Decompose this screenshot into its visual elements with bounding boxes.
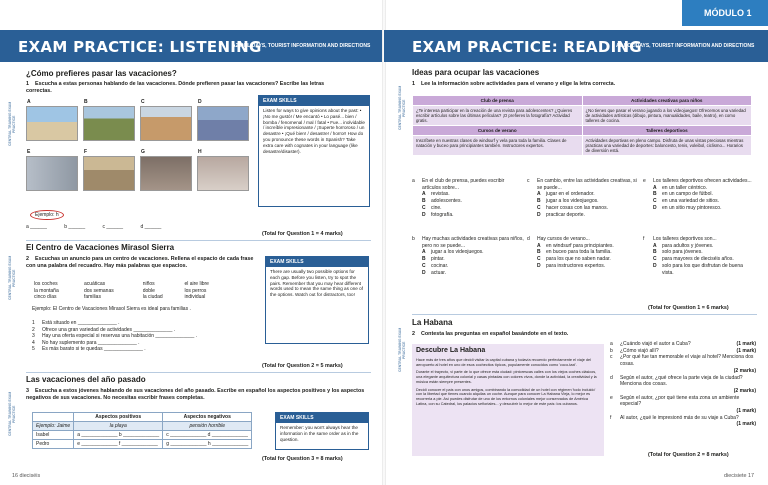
- mc-option[interactable]: B adolescentes.: [422, 198, 462, 205]
- open-question: e Según el autor, ¿por qué tiene esta zona un ambiente especial?: [610, 394, 740, 408]
- side-label: CENTRAL TRAINING EXAM PRACTICE: [398, 85, 406, 131]
- page-subtitle: A2 HOLIDAYS, TOURIST INFORMATION AND DIRECTIONS: [232, 43, 371, 49]
- task-instruction: 3 Escucha a estos jóvenes hablando de sus vacaciones del año pasado. Escribe en español los aspectos positivos y los aspectos negativos de sus vacaciones. No necesitas escribir frases completas.: [26, 388, 365, 401]
- word-box: [32, 281, 232, 301]
- image-option: D: [197, 99, 249, 141]
- article-box: [412, 344, 604, 456]
- answer-cell[interactable]: g _____________ h _____________: [163, 440, 252, 449]
- mc-option[interactable]: C hacer cosas con las manos.: [537, 204, 608, 211]
- word-option: doble: [142, 287, 155, 294]
- image-option: C: [140, 99, 192, 141]
- question-item: 3 Hay una oferta especial si reservas una habitación ______________ .: [32, 333, 198, 340]
- box-text: ¿Te interesa participar en la creación de una revista para adolescentes? ¿Quieres escribir artículos sobre las últimas películas? ¡O prefieres la fotografía? Actividad gratis.: [413, 106, 583, 126]
- box-text: Actividades deportivas en pleno campo. Disfruta de unas vistas preciosas mientras practicas una variedad de deportes: baloncesto, tenis, voleibol, ciclismo... Horarios de diversión está.: [582, 136, 752, 156]
- divider: [26, 372, 371, 373]
- question-item: 5 Es más barato si te quedas ______________ .: [32, 346, 146, 353]
- image-option: F: [83, 149, 135, 191]
- box-text: Inscríbete en nuestras clases de windsurf y vela para toda la familia. Clases de natación y buceo para principiantes también. Instructores expertos.: [413, 136, 583, 156]
- table-row: Isabel a _____________ b _____________ c _____________ d _____________: [33, 431, 252, 440]
- mc-question: d Hay cursos de verano... A en windsurf para principiantes. B en buceo para toda la familia. C para los que no saben nadar. D para instructores expertos.: [527, 236, 639, 270]
- word-option: niños: [142, 281, 155, 287]
- photo-street: [83, 156, 135, 191]
- question-total: (Total for Question 1 = 6 marks): [648, 305, 729, 311]
- task-number: 2: [26, 256, 29, 262]
- side-label: CENTRAL TRAINING EXAM PRACTICE: [8, 101, 16, 147]
- box-title: Club de prensa: [413, 96, 583, 106]
- exam-skills-title: EXAM SKILLS: [276, 413, 368, 423]
- task-instruction: 1 Escucha a estas personas hablando de las vacaciones. Dónde prefieren pasar las vacaciones? Escribe las letras correctas.: [26, 81, 325, 94]
- answer-blanks: [26, 224, 177, 230]
- side-label: CENTRAL TRAINING EXAM PRACTICE: [8, 255, 16, 301]
- word-option: los perros: [184, 287, 207, 294]
- word-option: familias: [84, 294, 101, 301]
- word-option: dos semanas: [84, 287, 114, 294]
- table-header-negative: Aspectos negativos: [163, 413, 252, 422]
- question-item: 4 No hay suplemento para ______________ .: [32, 339, 140, 346]
- mc-option[interactable]: D en un sitio muy pintoresco.: [653, 204, 722, 211]
- module-tab: MÓDULO 1: [682, 0, 768, 26]
- mc-option[interactable]: B en un campo de fútbol.: [653, 191, 713, 198]
- mc-option[interactable]: A para adultos y jóvenes.: [653, 242, 714, 249]
- mc-option[interactable]: C cocinar.: [422, 262, 449, 269]
- exam-skills-text: There are usually two possible options for each gap. Before you listen, try to spot the pairs. Remember that you may hear different words used to mean the same thing as one of the options. Watch out for distractors, too!: [270, 269, 363, 298]
- image-option: E: [26, 149, 78, 191]
- mc-option[interactable]: C cine.: [422, 204, 442, 211]
- answer-cell[interactable]: e _____________ f _____________: [74, 440, 163, 449]
- open-question: c ¿Por qué fue tan memorable el viaje al hotel? Menciona dos cosas.: [610, 354, 754, 368]
- mc-option[interactable]: D solo para los que disfrutan de buena vista.: [653, 262, 743, 276]
- question-list: [32, 320, 262, 353]
- photo-architecture: [197, 156, 249, 191]
- table-row: Ejemplo: Jaime la playa pensión horrible: [33, 422, 252, 431]
- mc-option[interactable]: B jugar a los videojuegos.: [537, 198, 599, 205]
- answer-blank[interactable]: a ______: [26, 224, 47, 230]
- mc-option[interactable]: A jugar a los videojuegos.: [422, 249, 484, 256]
- question-item: 2 Ofrece una gran variedad de actividades ______________ .: [32, 326, 176, 333]
- article-paragraph: Durante el trayecto, vi parte de lo que ofrece esta ciudad: pintorescas calles con los viejos coches clásicos, una elegante arquitectura colonial y casas pintadas con colores vivos, donde la actividad, la creatividad y la música están siempre presentes.: [416, 370, 597, 384]
- example-answer: Ejemplo: h: [30, 210, 64, 220]
- word-option: individual: [184, 294, 206, 301]
- mc-option[interactable]: D para instructores expertos.: [537, 262, 606, 269]
- section-heading: ¿Cómo prefieres pasar las vacaciones?: [26, 69, 177, 78]
- mc-question: e Los talleres deportivos ofrecen actividades... A en un taller céntrico. B en un campo de fútbol. C en una variedad de sitios. D en un sitio muy pintoresco.: [643, 178, 755, 212]
- image-option: H: [197, 149, 249, 191]
- box-text: ¿No tienes que pasar el verano jugando a los videojuegos! Ofrecemos una variedad de actividades artísticas (dibujo, pintura, manualidades, baile, teatro), en como talleres de cocina.: [582, 106, 752, 126]
- answer-cell[interactable]: c _____________ d _____________: [163, 431, 252, 440]
- photo-skyscrapers: [26, 156, 78, 191]
- exam-skills-box: [265, 256, 369, 344]
- page-title: EXAM PRACTICE: READING: [412, 38, 642, 56]
- exam-skills-box: [275, 412, 369, 450]
- task-number: 1: [26, 81, 29, 87]
- word-option: acuáticas: [84, 281, 106, 287]
- answer-cell[interactable]: a _____________ b _____________: [74, 431, 163, 440]
- question-item: 1 Está situado en ______________ .: [32, 320, 120, 326]
- image-grid: [26, 99, 251, 195]
- page-subtitle: A2 HOLIDAYS, TOURIST INFORMATION AND DIRECTIONS: [616, 43, 755, 49]
- task-instruction: 2 Escuchas un anuncio para un centro de vacaciones. Rellena el espacio de cada frase con una palabra del recuadro. Hay más palabras que espacios.: [26, 256, 254, 269]
- mc-question: a En el club de prensa, puedes escribir artículos sobre... A revistas. B adolescentes. C cine. D fotografía.: [412, 178, 524, 218]
- mc-option[interactable]: C para los que no saben nadar.: [537, 256, 611, 263]
- section-heading: Ideas para ocupar las vacaciones: [412, 68, 540, 77]
- box-title: Actividades creativas para niños: [582, 96, 752, 106]
- article-paragraph: Decidí conocer el país con unos amigos, combinando la comodidad de un hotel con régimen 'todo incluido' con la libertad que tienes cuando alquilas un coche. Aunque para conocer La Habana Vieja, lo mejor es recorrerla a pie. Así puedes disfrutar de uno de los entornos coloniales mejor conservados de América Latina, con su Catedral, los palacios señoriales... y descubrir lo mejor de este país: los cubanos.: [416, 387, 596, 406]
- mc-option[interactable]: A en un taller céntrico.: [653, 184, 708, 191]
- word-option: cinco días: [34, 294, 57, 301]
- question-total: (Total for Question 2 = 8 marks): [648, 452, 729, 458]
- mc-option[interactable]: A en windsurf para principiantes.: [537, 242, 614, 249]
- page-number: 16 dieciséis: [12, 473, 41, 479]
- word-option: la montaña: [34, 287, 59, 294]
- photo-town: [197, 106, 249, 141]
- table-header-positive: Aspectos positivos: [74, 413, 163, 422]
- mc-option[interactable]: B pintar.: [422, 256, 445, 263]
- mc-option[interactable]: C en una variedad de sitios.: [653, 198, 719, 205]
- holiday-table: [32, 412, 252, 449]
- image-option: B: [83, 99, 135, 141]
- mc-option[interactable]: B solo para jóvenes.: [653, 249, 703, 256]
- divider: [26, 240, 371, 241]
- table-row: Pedro e _____________ f _____________ g _____________ h _____________: [33, 440, 252, 449]
- example-sentence: Ejemplo: El Centro de Vacaciones Mirasol Sierra es ideal para familias .: [32, 306, 191, 312]
- mc-option[interactable]: A jugar en el ordenador.: [537, 191, 595, 198]
- question-total: (Total for Question 3 = 8 marks): [262, 456, 343, 462]
- question-total: (Total for Question 1 = 4 marks): [262, 231, 343, 237]
- open-question: f Al autor, ¿qué le impresionó más de su viaje a Cuba?: [610, 414, 739, 421]
- open-questions: a ¿Cuándo viajó el autor a Cuba? (1 mark) b ¿Cómo viajó allí? (1 mark) c ¿Por qué fue tan memorable el viaje al hotel? Menciona dos cosas. (2 marks) d Según el autor, ¿qué ofrece la parte vieja de la ciudad? Menciona dos cosas. (2 marks) e Según el autor, ¿por qué tiene esta zona un ambiente especial? (1 mark) f Al autor, ¿qué le impresionó más de su viaje a Cuba? (1 mark): [610, 341, 756, 428]
- open-question: a ¿Cuándo viajó el autor a Cuba? (1 mark): [610, 341, 756, 347]
- answer-blank[interactable]: b ______: [64, 224, 86, 230]
- word-option: el aire libre: [184, 281, 209, 287]
- side-label: CENTRAL TRAINING EXAM PRACTICE: [398, 327, 406, 373]
- task-number: 3: [26, 388, 29, 394]
- word-option: los coches: [34, 281, 58, 287]
- answer-blank[interactable]: c ______: [102, 224, 124, 230]
- exam-skills-text: Remember: you won't always hear the information in the same order as in the question.: [280, 425, 359, 442]
- photo-countryside: [83, 106, 135, 141]
- task-instruction: 1 Lee la información sobre actividades para el verano y elige la letra correcta.: [412, 81, 616, 87]
- exam-skills-title: EXAM SKILLS: [266, 257, 368, 267]
- side-label: CENTRAL TRAINING EXAM PRACTICE: [8, 391, 16, 437]
- image-option: A: [26, 99, 78, 141]
- activities-table: [412, 95, 752, 156]
- mc-option[interactable]: D practicar deporte.: [537, 211, 585, 218]
- section-heading: El Centro de Vacaciones Mirasol Sierra: [26, 243, 175, 252]
- exam-skills-text: Listen for ways to give opinions about the past: • ¡No me gustó! / Me encantó • Lo pasé... bien / bomba / fenomenal / mal / fatal • Fue... inolvidable / increíble impresionante / ¡Superte horroroso / un desastre • ¡Qué bien! / desastre! / horror! How do you pronounce these words in Spanish? Take extra care with cognates in your language (like desastre/disaster).: [263, 108, 365, 154]
- photo-city: [140, 106, 192, 141]
- mc-option[interactable]: A revistas.: [422, 191, 450, 198]
- mc-question: b Hay muchas actividades creativas para niños, pero no se puede... A jugar a los videojuegos. B pintar. C cocinar. D actuar.: [412, 236, 524, 276]
- task-number: 1: [412, 81, 415, 87]
- question-total: (Total for Question 2 = 5 marks): [262, 363, 343, 369]
- open-question: d Según el autor, ¿qué ofrece la parte vieja de la ciudad? Menciona dos cosas.: [610, 374, 743, 388]
- mc-option[interactable]: B en buceo para toda la familia.: [537, 249, 612, 256]
- mc-option[interactable]: D actuar.: [422, 269, 447, 276]
- mc-option[interactable]: D fotografía.: [422, 211, 454, 218]
- box-title: Talleres deportivos: [582, 126, 752, 136]
- image-option: G: [140, 149, 192, 191]
- word-option: la ciudad: [142, 294, 163, 301]
- photo-beach: [26, 106, 78, 141]
- exam-skills-box: [258, 95, 370, 207]
- article-paragraph: Hace más de tres años que decidí visitar la capital cubana y todavía recuerdo perfectamente el viaje del aeropuerto al hotel en uno de esos cochecitos típicos, populamente conocidos como 'coco-taxi'.: [416, 358, 591, 367]
- table-header-empty: [33, 413, 74, 422]
- page-number: diecisiete 17: [724, 473, 754, 479]
- open-question: b ¿Cómo viajó allí? (1 mark): [610, 347, 756, 354]
- photo-indoor: [140, 156, 192, 191]
- task-instruction: 2 Contesta las preguntas en español basándote en el texto.: [412, 331, 569, 337]
- task-number: 2: [412, 331, 415, 337]
- exam-skills-title: EXAM SKILLS: [259, 96, 369, 106]
- page-title: EXAM PRACTICE: LISTENING: [18, 38, 262, 56]
- mc-question: f Los talleres deportivos son... A para adultos y jóvenes. B solo para jóvenes. C para mayores de dieciséis años. D solo para los que disfrutan de buena vista.: [643, 236, 755, 276]
- divider: [412, 314, 757, 315]
- answer-blank[interactable]: d ______: [140, 224, 162, 230]
- box-title: Cursos de verano: [413, 126, 583, 136]
- section-heading: La Habana: [412, 318, 453, 327]
- mc-option[interactable]: C para mayores de dieciséis años.: [653, 256, 734, 263]
- mc-question: c En cambio, entre las actividades creativas, si se puede... A jugar en el ordenador. B jugar a los videojuegos. C hacer cosas con las manos. D practicar deporte.: [527, 178, 639, 218]
- section-heading: Las vacaciones del año pasado: [26, 375, 146, 384]
- article-title: Descubre La Habana: [416, 347, 486, 354]
